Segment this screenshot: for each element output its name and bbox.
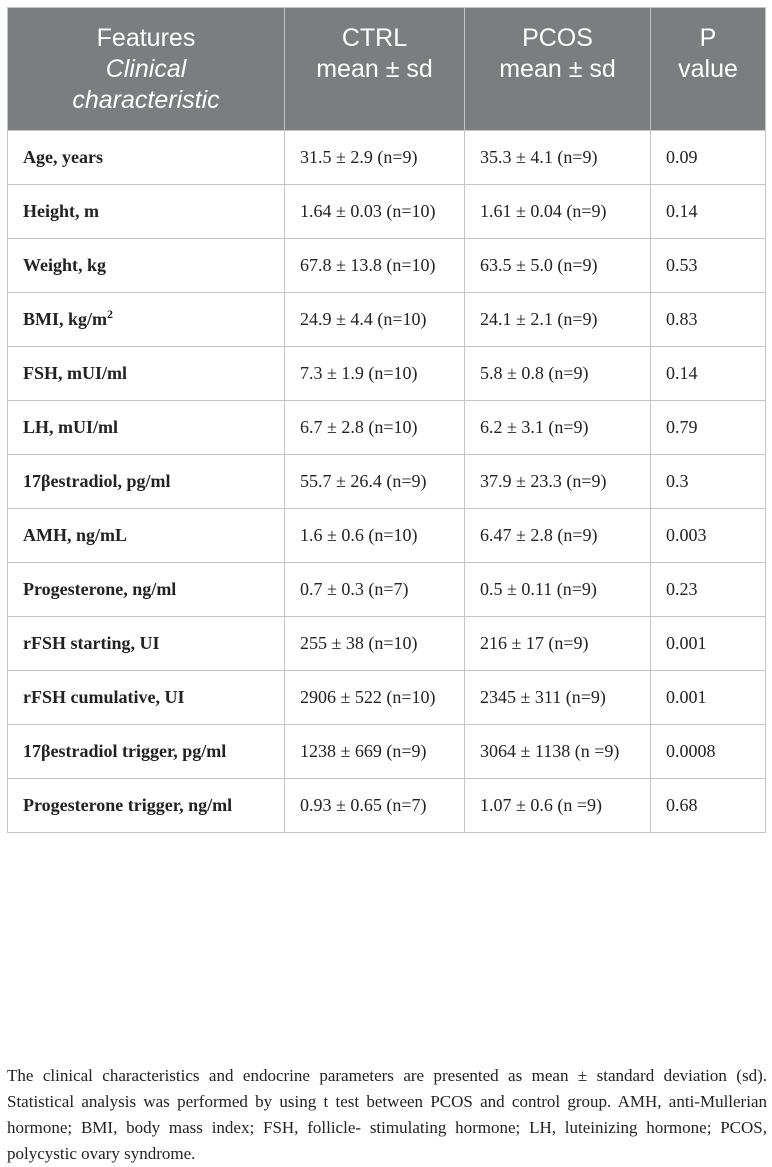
- pcos-cell: 5.8 ± 0.8 (n=9): [465, 347, 651, 401]
- header-ctrl-title: CTRL: [341, 24, 408, 52]
- ctrl-cell: 31.5 ± 2.9 (n=9): [285, 131, 465, 185]
- table-row: [8, 131, 766, 185]
- feature-cell: 17βestradiol, pg/ml: [8, 455, 285, 509]
- pcos-cell: 1.61 ± 0.04 (n=9): [465, 185, 651, 239]
- feature-cell: Progesterone, ng/ml: [8, 563, 285, 617]
- p-value-cell: 0.23: [651, 563, 766, 617]
- table-header-row: [8, 8, 766, 131]
- ctrl-cell: 7.3 ± 1.9 (n=10): [285, 347, 465, 401]
- feature-cell: FSH, mUI/ml: [8, 347, 285, 401]
- header-p-value: [651, 8, 766, 131]
- ctrl-cell: 0.7 ± 0.3 (n=7): [285, 563, 465, 617]
- header-features: [8, 8, 285, 131]
- pcos-cell: 1.07 ± 0.6 (n =9): [465, 779, 651, 833]
- ctrl-cell: 24.9 ± 4.4 (n=10): [285, 293, 465, 347]
- clinical-table-container: [7, 7, 765, 833]
- header-pcos-title: PCOS: [522, 24, 593, 52]
- ctrl-cell: 55.7 ± 26.4 (n=9): [285, 455, 465, 509]
- pcos-cell: 24.1 ± 2.1 (n=9): [465, 293, 651, 347]
- pcos-cell: 63.5 ± 5.0 (n=9): [465, 239, 651, 293]
- p-value-cell: 0.09: [651, 131, 766, 185]
- ctrl-cell: 255 ± 38 (n=10): [285, 617, 465, 671]
- feature-text: BMI, kg/m: [23, 309, 108, 329]
- feature-cell: [8, 293, 285, 347]
- table-row: [8, 671, 766, 725]
- p-value-cell: 0.14: [651, 347, 766, 401]
- header-ctrl: [285, 8, 465, 131]
- feature-cell: Progesterone trigger, ng/ml: [8, 779, 285, 833]
- feature-cell: Weight, kg: [8, 239, 285, 293]
- table-caption: The clinical characteristics and endocrine parameters are presented as mean ± standard deviation (sd). Statistical analysis was performed by using t test between PCOS and control group. AMH, anti-Mullerian hormone; BMI, body mass index; FSH, follicle- stimulating hormone; LH, luteinizing hormone; PCOS, polycystic ovary syndrome.: [7, 1066, 767, 1163]
- p-value-cell: 0.83: [651, 293, 766, 347]
- table-row: [8, 725, 766, 779]
- header-features-title: Features: [96, 24, 196, 52]
- table-row: [8, 239, 766, 293]
- p-value-cell: 0.003: [651, 509, 766, 563]
- feature-superscript: 2: [107, 307, 114, 321]
- table-row: [8, 455, 766, 509]
- ctrl-cell: 67.8 ± 13.8 (n=10): [285, 239, 465, 293]
- table-row: [8, 779, 766, 833]
- table-row: [8, 617, 766, 671]
- table-row: [8, 563, 766, 617]
- feature-cell: LH, mUI/ml: [8, 401, 285, 455]
- header-pcos-subtitle: mean ± sd: [499, 55, 616, 83]
- feature-cell: Age, years: [8, 131, 285, 185]
- p-value-cell: 0.001: [651, 617, 766, 671]
- table-row: [8, 509, 766, 563]
- p-value-cell: 0.001: [651, 671, 766, 725]
- pcos-cell: 6.47 ± 2.8 (n=9): [465, 509, 651, 563]
- pcos-cell: 0.5 ± 0.11 (n=9): [465, 563, 651, 617]
- feature-cell: 17βestradiol trigger, pg/ml: [8, 725, 285, 779]
- pcos-cell: 3064 ± 1138 (n =9): [465, 725, 651, 779]
- pcos-cell: 6.2 ± 3.1 (n=9): [465, 401, 651, 455]
- feature-cell: rFSH starting, UI: [8, 617, 285, 671]
- table-row: [8, 185, 766, 239]
- header-ctrl-subtitle: mean ± sd: [316, 55, 433, 83]
- pcos-cell: 37.9 ± 23.3 (n=9): [465, 455, 651, 509]
- p-value-cell: 0.68: [651, 779, 766, 833]
- pcos-cell: 35.3 ± 4.1 (n=9): [465, 131, 651, 185]
- p-value-cell: 0.14: [651, 185, 766, 239]
- feature-cell: Height, m: [8, 185, 285, 239]
- ctrl-cell: 1.6 ± 0.6 (n=10): [285, 509, 465, 563]
- pcos-cell: 216 ± 17 (n=9): [465, 617, 651, 671]
- p-value-cell: 0.0008: [651, 725, 766, 779]
- header-features-subtitle-2: characteristic: [72, 86, 220, 114]
- ctrl-cell: 2906 ± 522 (n=10): [285, 671, 465, 725]
- p-value-cell: 0.79: [651, 401, 766, 455]
- clinical-characteristics-table: [7, 7, 766, 833]
- header-p-title: P: [699, 24, 717, 52]
- p-value-cell: 0.53: [651, 239, 766, 293]
- header-features-subtitle-1: Clinical: [105, 55, 187, 83]
- table-row: [8, 347, 766, 401]
- pcos-cell: 2345 ± 311 (n=9): [465, 671, 651, 725]
- header-p-subtitle: value: [678, 55, 738, 83]
- table-row: [8, 293, 766, 347]
- p-value-cell: 0.3: [651, 455, 766, 509]
- ctrl-cell: 1.64 ± 0.03 (n=10): [285, 185, 465, 239]
- ctrl-cell: 0.93 ± 0.65 (n=7): [285, 779, 465, 833]
- ctrl-cell: 1238 ± 669 (n=9): [285, 725, 465, 779]
- ctrl-cell: 6.7 ± 2.8 (n=10): [285, 401, 465, 455]
- feature-cell: AMH, ng/mL: [8, 509, 285, 563]
- table-row: [8, 401, 766, 455]
- feature-cell: rFSH cumulative, UI: [8, 671, 285, 725]
- header-pcos: [465, 8, 651, 131]
